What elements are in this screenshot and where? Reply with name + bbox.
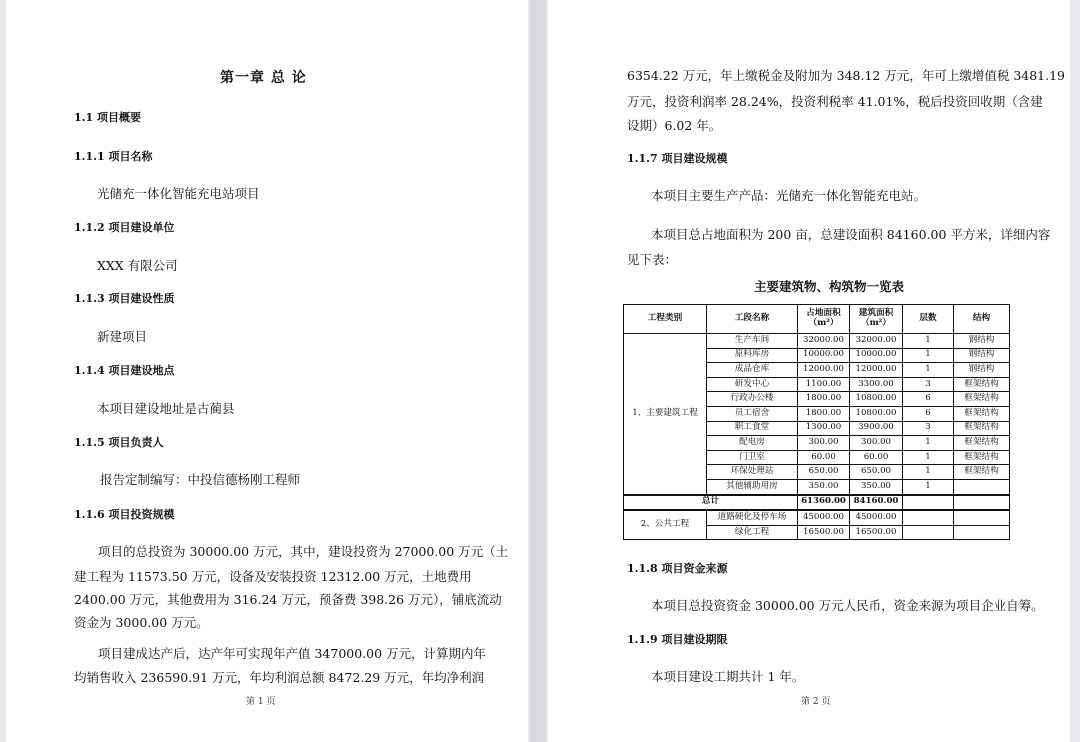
page-gutter (530, 0, 546, 742)
table-total-row (624, 495, 1010, 511)
cell-building: 10800.00 (850, 406, 903, 421)
cell-structure (954, 495, 1010, 511)
continuation-line: 万元，投资利润率 28.24%，投资利税率 41.01%，税后投资回收期（含建 (627, 94, 1043, 109)
cell-floors: 6 (903, 406, 954, 421)
investment-line: 项目的总投资为 30000.00 万元，其中，建设投资为 27000.00 万元（土 (98, 544, 509, 559)
cell-building: 3300.00 (850, 377, 903, 392)
cell-name: 原料库房 (707, 348, 798, 363)
cell-building: 16500.00 (850, 525, 903, 540)
cell-footprint: 1300.00 (798, 421, 850, 436)
document-page-2 (548, 0, 1070, 742)
cell-floors: 1 (903, 334, 954, 349)
cell-building: 10000.00 (850, 348, 903, 363)
document-page-1 (6, 0, 528, 742)
cell-structure: 框架结构 (954, 392, 1010, 407)
cell-name: 配电房 (707, 436, 798, 451)
cell-floors: 1 (903, 450, 954, 465)
cell-footprint: 60.00 (798, 450, 850, 465)
section-1-1-7-heading: 1.1.7 项目建设规模 (627, 152, 728, 165)
cell-building: 45000.00 (850, 510, 903, 525)
cell-name: 员工宿舍 (707, 406, 798, 421)
area-line: 本项目总占地面积为 200 亩，总建设面积 84160.00 平方米，详细内容 (651, 227, 1051, 242)
cell-name: 绿化工程 (707, 525, 798, 540)
cell-footprint: 650.00 (798, 465, 850, 480)
cell-floors (903, 525, 954, 540)
header-footprint-unit: （m²） (808, 318, 839, 328)
section-1-1-2-heading: 1.1.2 项目建设单位 (74, 221, 175, 234)
total-label: 总计 (624, 495, 798, 511)
chapter-title: 第一章 总 论 (220, 70, 307, 86)
continuation-line: 设期）6.02 年。 (627, 118, 722, 133)
cell-building: 350.00 (850, 479, 903, 494)
cell-building: 300.00 (850, 436, 903, 451)
group-public-works: 2、公共工程 (624, 510, 707, 540)
table-row (624, 334, 1010, 349)
revenue-line: 项目建成达产后，达产年可实现年产值 347000.00 万元，计算期内年 (98, 646, 487, 661)
cell-structure: 钢结构 (954, 334, 1010, 349)
continuation-line: 6354.22 万元，年上缴税金及附加为 348.12 万元，年可上缴增值税 3481.19 (627, 68, 1066, 83)
total-footprint: 61360.00 (798, 495, 850, 511)
cell-floors: 1 (903, 479, 954, 494)
cell-name: 生产车间 (707, 334, 798, 349)
section-1-1-1-heading: 1.1.1 项目名称 (74, 150, 153, 163)
cell-structure (954, 510, 1010, 525)
cell-footprint: 12000.00 (798, 363, 850, 378)
product-text: 本项目主要生产产品：光储充一体化智能充电站。 (651, 188, 927, 203)
cell-floors: 3 (903, 421, 954, 436)
cell-building: 12000.00 (850, 363, 903, 378)
cell-footprint: 300.00 (798, 436, 850, 451)
cell-building: 10800.00 (850, 392, 903, 407)
funding-text: 本项目总投资资金 30000.00 万元人民币，资金来源为项目企业自筹。 (651, 598, 1044, 613)
cell-footprint: 45000.00 (798, 510, 850, 525)
cell-floors: 3 (903, 377, 954, 392)
cell-building: 60.00 (850, 450, 903, 465)
investment-line: 2400.00 万元，其他费用为 316.24 万元，预备费 398.26 万元），铺底流动 (74, 592, 502, 607)
investment-line: 建工程为 11573.50 万元，设备及安装投资 12312.00 万元，土地费用 (74, 569, 472, 584)
cell-name: 环保处理站 (707, 465, 798, 480)
responsible-text: 报告定制编写：中投信德杨刚工程师 (100, 472, 301, 487)
revenue-line: 均销售收入 236590.91 万元，年均利润总额 8472.29 万元，年均净利润 (74, 670, 485, 685)
cell-building: 3900.00 (850, 421, 903, 436)
section-1-1-5-heading: 1.1.5 项目负责人 (74, 436, 164, 449)
table-header-row (624, 305, 1010, 334)
project-name-text: 光储充一体化智能充电站项目 (97, 186, 260, 201)
cell-floors: 6 (903, 392, 954, 407)
cell-structure: 框架结构 (954, 450, 1010, 465)
cell-structure: 钢结构 (954, 363, 1010, 378)
table-title: 主要建筑物、构筑物一览表 (754, 279, 905, 294)
cell-footprint: 1800.00 (798, 406, 850, 421)
header-name: 工段名称 (707, 305, 798, 334)
cell-name: 门卫室 (707, 450, 798, 465)
cell-footprint: 32000.00 (798, 334, 850, 349)
header-footprint (798, 305, 850, 334)
header-structure: 结构 (954, 305, 1010, 334)
buildings-table (623, 304, 1010, 540)
header-building (850, 305, 903, 334)
page-number: 第 1 页 (246, 697, 276, 707)
header-building-label: 建筑面积 (858, 308, 894, 319)
cell-name: 职工食堂 (707, 421, 798, 436)
cell-footprint: 1100.00 (798, 377, 850, 392)
cell-name: 其他辅助用房 (707, 479, 798, 494)
cell-footprint: 10000.00 (798, 348, 850, 363)
cell-name: 行政办公楼 (707, 392, 798, 407)
cell-structure: 框架结构 (954, 377, 1010, 392)
header-floors: 层数 (903, 305, 954, 334)
cell-footprint: 350.00 (798, 479, 850, 494)
cell-floors: 1 (903, 363, 954, 378)
section-1-1-heading: 1.1 项目概要 (74, 111, 141, 124)
cell-name: 成品仓库 (707, 363, 798, 378)
section-1-1-6-heading: 1.1.6 项目投资规模 (74, 508, 175, 521)
cell-structure: 框架结构 (954, 436, 1010, 451)
total-building: 84160.00 (850, 495, 903, 511)
table-row (624, 510, 1010, 525)
investment-line: 资金为 3000.00 万元。 (74, 615, 209, 630)
group-main-buildings: 1、主要建筑工程 (624, 334, 707, 495)
cell-structure (954, 479, 1010, 494)
cell-structure: 框架结构 (954, 406, 1010, 421)
cell-structure: 框架结构 (954, 421, 1010, 436)
section-1-1-4-heading: 1.1.4 项目建设地点 (74, 364, 175, 377)
nature-text: 新建项目 (97, 329, 148, 344)
section-1-1-8-heading: 1.1.8 项目资金来源 (627, 562, 728, 575)
page-number: 第 2 页 (801, 697, 831, 707)
section-1-1-3-heading: 1.1.3 项目建设性质 (74, 292, 175, 305)
cell-building: 650.00 (850, 465, 903, 480)
header-building-unit: （m²） (860, 318, 892, 328)
cell-name: 研发中心 (707, 377, 798, 392)
cell-building: 32000.00 (850, 334, 903, 349)
cell-floors: 1 (903, 465, 954, 480)
cell-structure (954, 525, 1010, 540)
cell-floors (903, 495, 954, 511)
cell-footprint: 1800.00 (798, 392, 850, 407)
header-category: 工程类别 (624, 305, 707, 334)
cell-floors (903, 510, 954, 525)
builder-text: XXX 有限公司 (97, 258, 178, 273)
period-text: 本项目建设工期共计 1 年。 (651, 669, 805, 684)
cell-structure: 钢结构 (954, 348, 1010, 363)
cell-name: 道路硬化及停车场 (707, 510, 798, 525)
section-1-1-9-heading: 1.1.9 项目建设期限 (627, 633, 728, 646)
cell-floors: 1 (903, 348, 954, 363)
cell-structure: 框架结构 (954, 465, 1010, 480)
cell-footprint: 16500.00 (798, 525, 850, 540)
cell-floors: 1 (903, 436, 954, 451)
area-line: 见下表： (627, 252, 678, 267)
header-footprint-label: 占地面积 (806, 308, 841, 319)
location-text: 本项目建设地址是古蔺县 (97, 401, 235, 416)
